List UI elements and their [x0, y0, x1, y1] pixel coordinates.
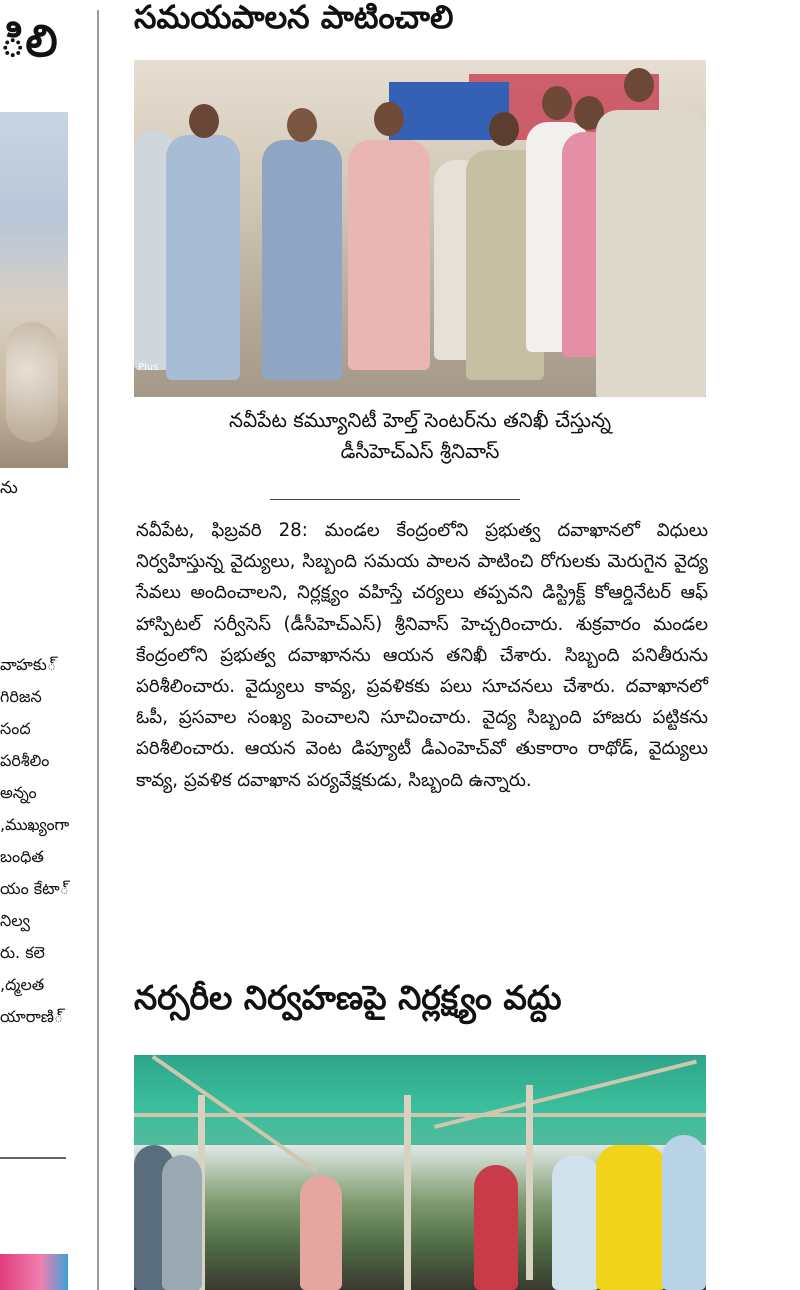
left-body-line: నిల్వ: [0, 911, 30, 930]
article-photo-nursery: [134, 1055, 706, 1290]
article-headline: సమయపాలన పాటించాలి: [134, 0, 454, 36]
left-photo-caption-fragment: ను: [0, 478, 18, 498]
left-bottom-photo: [0, 1254, 68, 1290]
left-body-line: సంద: [0, 719, 31, 738]
article-photo-hospital-inspection: [134, 60, 706, 397]
left-section-rule: [0, 1157, 66, 1159]
left-body-line: బంధిత: [0, 847, 44, 866]
left-body-line: పరిశీలిం: [0, 751, 50, 770]
article-body-text: నవీపేట, ఫిబ్రవరి 28: మండల కేంద్రంలోని ప్రభుత్వ దవాఖానలో విధులు నిర్వహిస్తున్న వైద్యులు, సిబ్బంది సమయ పాలన పాటించి రోగులకు మెరుగైన వైద్య సేవలు అందించాలని, నిర్లక్ష్యం వహిస్తే చర్యలు తప్పవని డిస్ట్రిక్ట్ కోఆర్డినేటర్ ఆఫ్ హాస్పిటల్ సర్వీసెస్ (డీసీహెచ్ఎస్) శ్రీనివాస్ హెచ్చరించారు. శుక్రవారం మండల కేంద్రంలోని ప్రభుత్వ దవాఖానను ఆయన తనిఖీ చేశారు. సిబ్బంది పనితీరును పరిశీలించారు. వైద్యులు కావ్య, ప్రవళికకు పలు సూచనలు చేశారు. దవాఖానలో ఓపీ, ప్రసవాల సంఖ్య పెంచాలని సూచించారు. వైద్య సిబ్బంది హాజరు పట్టికను పరిశీలించారు. ఆయన వెంట డిప్యూటీ డీఎంహెచ్‌వో తుకారాం రాథోడ్, వైద్యులు కావ్య, ప్రవళిక దవాఖాన పర్యవేక్షకుడు, సిబ్బంది ఉన్నారు.: [136, 520, 708, 791]
left-body-line: రు. కలె: [0, 943, 45, 962]
left-body-line: ్యారాణి: [0, 1007, 64, 1026]
caption-rule: [270, 499, 520, 500]
left-body-line: ్వాహకు: [0, 655, 57, 674]
left-body-line: గిరిజన: [0, 687, 42, 706]
photo-watermark: Plus: [138, 362, 159, 373]
photo-caption-line-2: డీసీహెచ్ఎస్ శ్రీనివాస్: [340, 439, 500, 463]
left-body-line: అన్నం: [0, 783, 37, 802]
photo-caption: [134, 405, 706, 467]
column-divider: [97, 10, 99, 1290]
article-headline-2: నర్సరీల నిర్వహణపై నిర్లక్ష్యం వద్దు: [134, 978, 562, 1017]
photo-caption-line-1: నవీపేట కమ్యూనిటీ హెల్త్ సెంటర్‌ను తనిఖీ చేస్తున్న: [228, 408, 611, 432]
left-body-line: ్యం కేటా: [0, 879, 69, 898]
left-article-photo: [0, 112, 68, 468]
left-body-line: ద్మలత,: [0, 975, 45, 994]
left-article-headline-fragment: ిలి: [0, 16, 58, 67]
left-body-line: ముఖ్యంగా,: [0, 815, 70, 834]
article-body: [136, 515, 708, 796]
